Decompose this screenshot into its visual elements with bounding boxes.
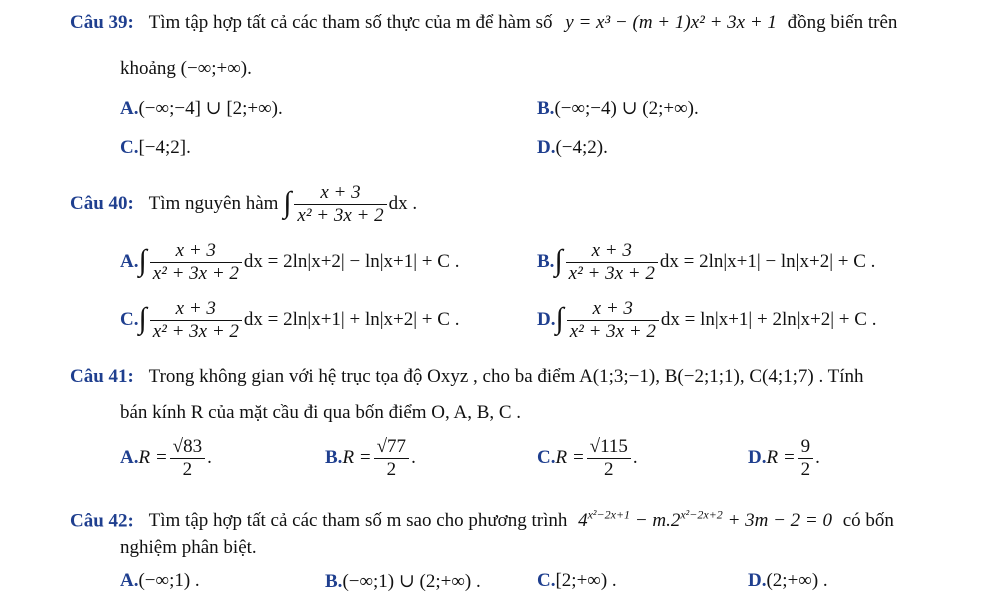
option-label: C. (537, 446, 556, 468)
option-value: dx = 2ln|x+2| − ln|x+1| + C . (243, 250, 460, 272)
option-b[interactable] (325, 570, 481, 593)
option-d[interactable] (537, 298, 876, 343)
option-label: B. (325, 571, 343, 592)
option-c[interactable] (120, 298, 459, 343)
question-41-line2: bán kính R của mặt cầu đi qua bốn điểm O, A, B, C . (120, 402, 522, 423)
question-text-2: có bốn (842, 510, 894, 532)
question-42-line2: nghiệm phân biệt. (120, 537, 257, 558)
option-value: (−4;2). (555, 137, 608, 158)
option-tail: . (632, 446, 638, 468)
option-value: [−4;2]. (138, 137, 191, 158)
question-40 (70, 182, 417, 227)
question-39-line2: khoảng (−∞;+∞). (120, 58, 252, 79)
option-a[interactable] (120, 97, 283, 120)
question-label: Câu 42: (70, 510, 134, 532)
formula: $4^{x^2-2x+1} - m.2^{x^2-2x+2} + 3m - 2 = 0$ (578, 508, 832, 532)
option-fraction: $\frac{√83}{2}$ (170, 436, 205, 481)
option-value: (−∞;−4) ∪ (2;+∞). (554, 98, 699, 119)
option-value: (−∞;1) . (138, 570, 200, 591)
question-text-2: đồng biến trên (787, 12, 898, 33)
option-d[interactable] (748, 436, 820, 481)
option-c[interactable] (537, 570, 617, 592)
option-lhs: R = (766, 446, 796, 468)
option-label: B. (537, 98, 555, 119)
integral-sign: ∫ (283, 185, 292, 219)
option-value: dx = ln|x+1| + 2ln|x+2| + C . (660, 308, 877, 330)
option-value: [2;+∞) . (555, 570, 617, 591)
option-label: A. (120, 250, 139, 272)
option-tail: . (207, 446, 212, 468)
option-fraction: $\frac{√77}{2}$ (374, 436, 409, 481)
integrand: $\frac{x + 3}{\text{x² + 3x + 2}}$ (150, 240, 242, 285)
option-b[interactable] (537, 240, 875, 285)
question-label: Câu 41: (70, 366, 134, 387)
option-label: A. (120, 570, 139, 591)
option-label: D. (537, 308, 556, 330)
option-label: C. (120, 308, 139, 330)
option-label: A. (120, 446, 139, 468)
integral-sign: ∫ (554, 243, 563, 277)
option-label: D. (537, 137, 556, 158)
option-label: D. (748, 570, 767, 591)
question-text: Tìm tập hợp tất cả các tham số thực của m để hàm số (148, 12, 553, 33)
question-label: Câu 39: (70, 12, 134, 33)
option-label: B. (325, 446, 343, 468)
option-c[interactable] (537, 436, 638, 481)
question-39 (70, 12, 897, 34)
question-41 (70, 366, 864, 388)
option-fraction: $\frac{√115}{2}$ (587, 436, 631, 481)
option-a[interactable] (120, 240, 459, 285)
integrand: $\frac{x + 3}{\text{x² + 3x + 2}}$ (150, 298, 242, 343)
option-a[interactable] (120, 570, 200, 592)
option-value: (2;+∞) . (766, 570, 828, 591)
option-lhs: R = (342, 446, 372, 468)
option-label: B. (537, 250, 555, 272)
formula: y = x³ − (m + 1)x² + 3x + 1 (565, 12, 777, 33)
option-b[interactable] (537, 97, 699, 120)
question-text: Trong không gian với hệ trục tọa độ Oxyz , cho ba điểm A(1;3;−1), B(−2;1;1), C(4;1;7) . Tính (148, 366, 864, 387)
option-a[interactable] (120, 436, 212, 481)
option-value: dx = 2ln|x+1| − ln|x+2| + C . (659, 250, 876, 272)
option-label: C. (120, 137, 139, 158)
option-label: D. (748, 446, 767, 468)
question-42 (70, 508, 894, 532)
option-value: (−∞;−4] ∪ [2;+∞). (138, 98, 283, 119)
option-d[interactable] (748, 570, 828, 592)
integrand: $\frac{x + 3}{\text{x² + 3x + 2}}$ (294, 182, 386, 227)
option-tail: . (815, 446, 820, 468)
option-lhs: R = (555, 446, 585, 468)
option-lhs: R = (138, 446, 168, 468)
option-label: C. (537, 570, 556, 591)
integrand: $\frac{x + 3}{\text{x² + 3x + 2}}$ (566, 240, 658, 285)
question-text: Tìm nguyên hàm (148, 192, 279, 214)
integrand: $\frac{x + 3}{\text{x² + 3x + 2}}$ (567, 298, 659, 343)
question-text: Tìm tập hợp tất cả các tham số m sao cho phương trình (148, 510, 568, 532)
option-d[interactable] (537, 137, 608, 159)
integral-sign: ∫ (138, 301, 147, 335)
option-tail: . (411, 446, 416, 468)
option-fraction: $\frac{9}{2}$ (798, 436, 814, 481)
integral-sign: ∫ (138, 243, 147, 277)
question-label: Câu 40: (70, 192, 134, 214)
integral-sign: ∫ (555, 301, 564, 335)
option-label: A. (120, 98, 139, 119)
option-value: dx = 2ln|x+1| + ln|x+2| + C . (243, 308, 460, 330)
option-b[interactable] (325, 436, 416, 481)
option-value: (−∞;1) ∪ (2;+∞) . (342, 571, 481, 592)
dx: dx . (388, 192, 418, 214)
option-c[interactable] (120, 137, 191, 159)
